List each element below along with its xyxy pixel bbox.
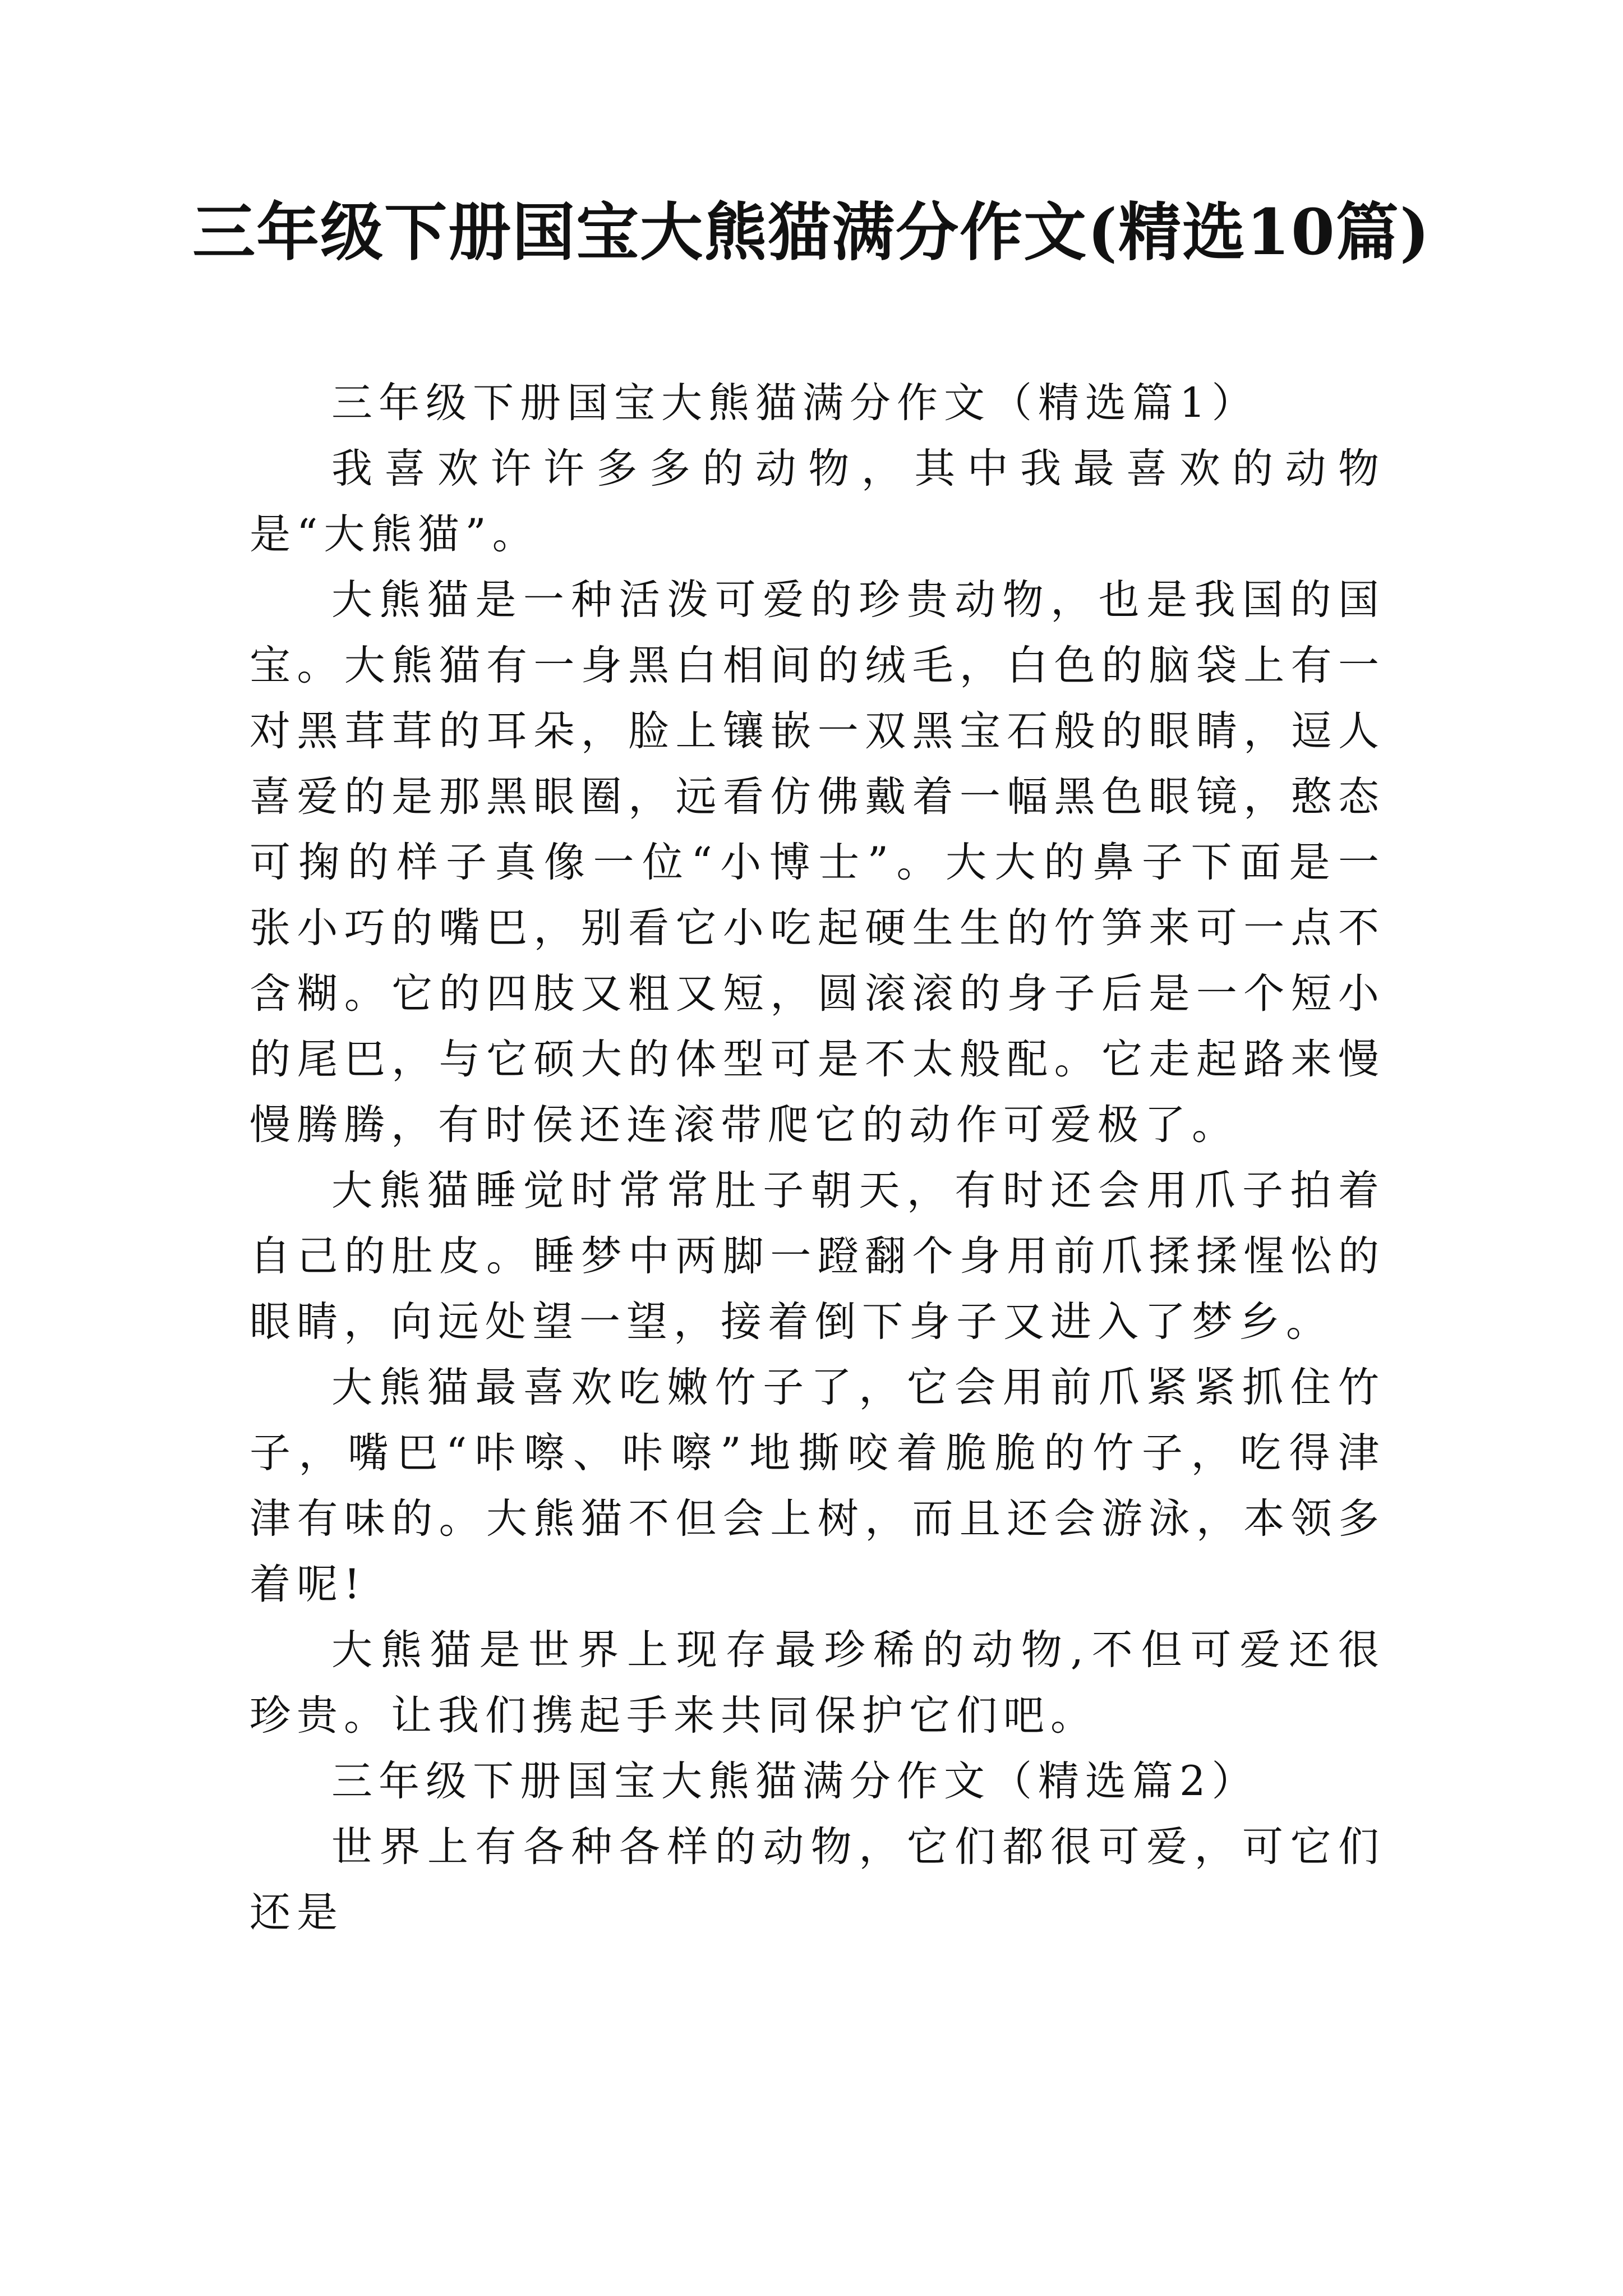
section-heading-2: 三年级下册国宝大熊猫满分作文（精选篇2）	[331, 1757, 1259, 1805]
paragraph: 大熊猫最喜欢吃嫩竹子了，它会用前爪紧紧抓住竹子，嘴巴“咔嚓、咔嚓”地撕咬着脆脆的竹子，吃得津津有味的。大熊猫不但会上树，而且还会游泳，本领多着呢!	[250, 1364, 1385, 1608]
paragraph: 我喜欢许许多多的动物，其中我最喜欢的动物是“大熊猫”。	[250, 445, 1385, 558]
document-title: 三年级下册国宝大熊猫满分作文(精选10篇)	[192, 196, 1431, 269]
paragraph: 大熊猫睡觉时常常肚子朝天，有时还会用爪子拍着自己的肚皮。睡梦中两脚一蹬翻个身用前爪揉揉惺忪的眼睛，向远处望一望，接着倒下身子又进入了梦乡。	[250, 1167, 1385, 1346]
paragraph: 大熊猫是世界上现存最珍稀的动物,不但可爱还很珍贵。让我们携起手来共同保护它们吧。	[250, 1626, 1385, 1740]
paragraph: 世界上有各种各样的动物，它们都很可爱，可它们还是	[250, 1823, 1385, 1936]
document-body	[250, 370, 1385, 1945]
paragraph: 大熊猫是一种活泼可爱的珍贵动物，也是我国的国宝。大熊猫有一身黑白相间的绒毛，白色的脑袋上有一对黑茸茸的耳朵，脸上镶嵌一双黑宝石般的眼睛，逗人喜爱的是那黑眼圈，远看仿佛戴着一幅黑色眼镜，憨态可掬的样子真像一位“小博士”。大大的鼻子下面是一张小巧的嘴巴，别看它小吃起硬生生的竹笋来可一点不含糊。它的四肢又粗又短，圆滚滚的身子后是一个短小的尾巴，与它硕大的体型可是不太般配。它走起路来慢慢腾腾，有时侯还连滚带爬它的动作可爱极了。	[250, 576, 1385, 1149]
section-heading-1: 三年级下册国宝大熊猫满分作文（精选篇1）	[331, 379, 1259, 427]
